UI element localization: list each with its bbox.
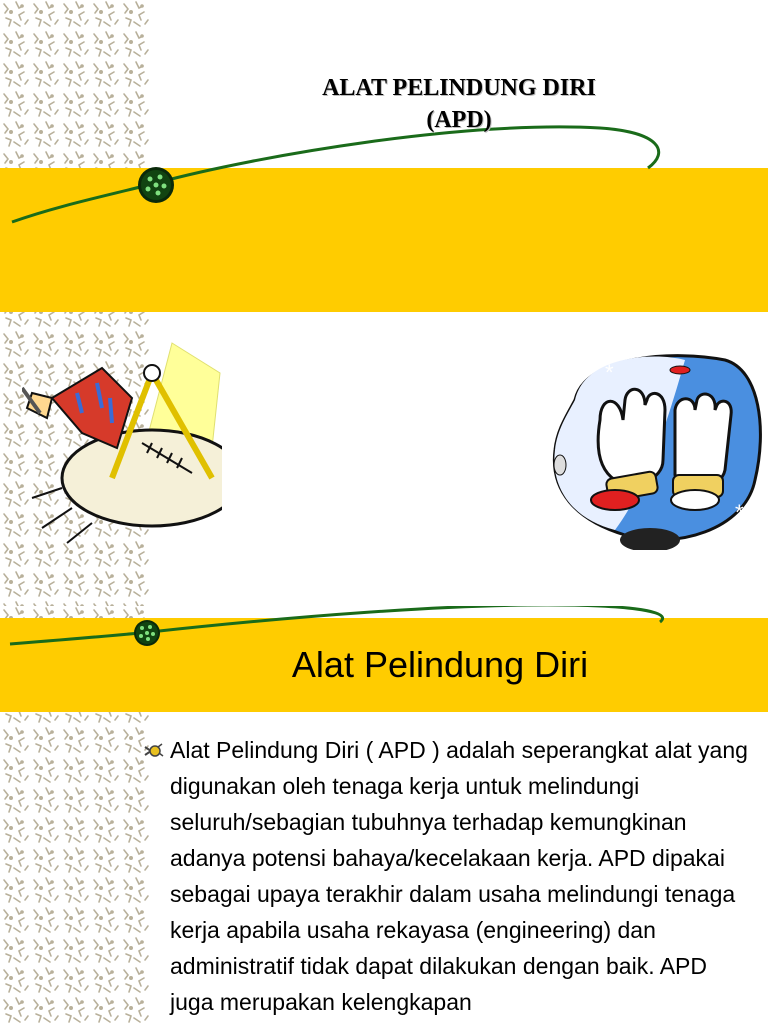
bullet-icon [142, 741, 164, 763]
title-line-2: (APD) [426, 107, 492, 133]
body-paragraph: Alat Pelindung Diri ( APD ) adalah seperangkat alat yang digunakan oleh tenaga kerja untuk melindungi seluruh/sebagian tubuhnya terhadap kemungkinan adanya potensi bahaya/kecelakaan kerja. APD dipakai sebagai upaya terakhir dalam usaha melindungi tenaga kerja apabila usaha rekayasa (engineering) dan administratif tidak dapat dilakukan dengan baik. APD juga merupakan kelengkapan [170, 737, 748, 1015]
slide-heading: Alat Pelindung Diri [291, 644, 589, 685]
title-line-1: ALAT PELINDUNG DIRI [322, 75, 596, 101]
orbit-line [0, 0, 768, 320]
orbit-node-icon [136, 165, 176, 205]
slide-2 [0, 606, 768, 1024]
gloves-clipart [545, 350, 765, 550]
slide-title [150, 72, 768, 136]
body-paragraph-block [170, 732, 750, 1020]
drafting-compass-clipart [22, 338, 222, 548]
svg-text:*: * [735, 500, 744, 525]
svg-text:*: * [605, 360, 614, 385]
